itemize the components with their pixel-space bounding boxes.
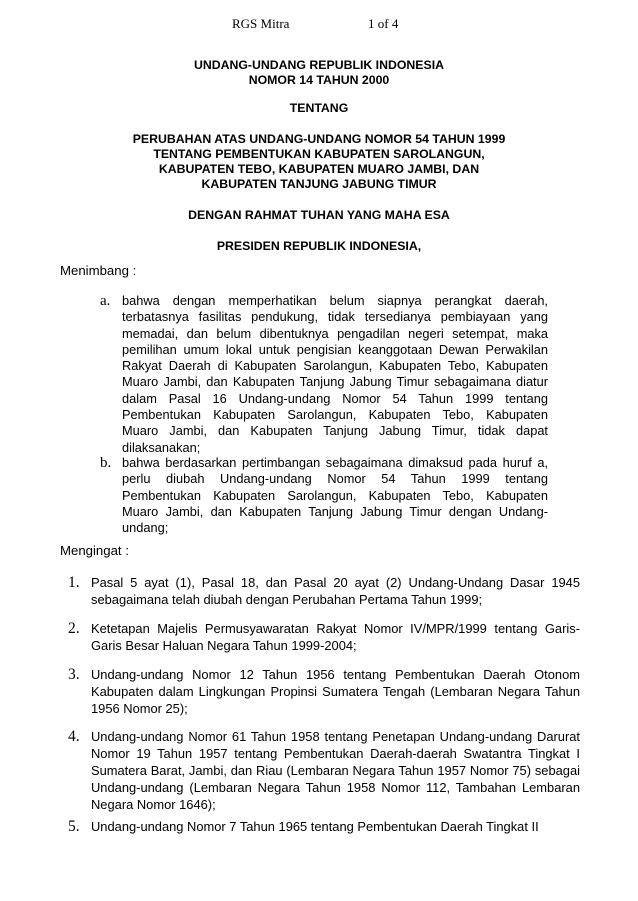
text-line: Pembentukan Kabupaten Sarolangun, Kabupaten Tebo, Kabupaten: [122, 487, 548, 503]
text-line: undang;: [122, 520, 169, 536]
text-line: dilaksanakan;: [122, 439, 201, 455]
item-marker: 2.: [68, 620, 80, 637]
text-line: bahwa berdasarkan pertimbangan sebagaimana dimaksud pada huruf a,: [122, 455, 548, 470]
mengingat-item-2: [68, 620, 580, 654]
text-line: pemilihan umum lokal untuk pengisian keanggotaan Dewan Perwakilan: [122, 341, 548, 357]
mengingat-item-4: [68, 728, 580, 813]
item-marker: a.: [100, 293, 111, 309]
item-marker: 1.: [68, 574, 80, 591]
header-source: RGS Mitra: [232, 16, 290, 31]
menimbang-item-b: [100, 455, 548, 536]
text-line: Undang-undang Nomor 7 Tahun 1965 tentang Pembentukan Daerah Tingkat II: [91, 819, 539, 834]
document-title: [0, 58, 638, 254]
title-law: UNDANG-UNDANG REPUBLIK INDONESIA: [193, 58, 445, 72]
text-line: Sumatera Barat, Jambi, dan Riau (Lembaran Negara Tahun 1957 Nomor 75) sebagai: [91, 763, 580, 778]
text-line: Negara Nomor 1646);: [91, 797, 216, 812]
mengingat-label: Mengingat :: [60, 543, 129, 558]
text-line: Muaro Jambi, dan Kabupaten Tanjung Jabung Timur dengan Undang-: [122, 503, 548, 519]
text-line: memadai, dan belum dibentuknya pengadilan negeri setempat, maka: [122, 325, 548, 341]
item-text: [122, 455, 548, 536]
mengingat-item-5: [68, 818, 580, 835]
title-subject-line: KABUPATEN TANJUNG JABUNG TIMUR: [201, 177, 437, 191]
item-text: [91, 620, 580, 654]
item-marker: 4.: [68, 728, 80, 745]
title-number: NOMOR 14 TAHUN 2000: [248, 73, 390, 87]
mengingat-item-1: [68, 574, 580, 608]
text-line: perlu diubah Undang-undang Nomor 54 Tahun 1999 tentang: [122, 471, 548, 487]
title-subject-line: PERUBAHAN ATAS UNDANG-UNDANG NOMOR 54 TAHUN 1999: [132, 132, 506, 146]
text-line: dalam Pasal 16 Undang-undang Nomor 54 Tahun 1999 tentang: [122, 390, 548, 406]
menimbang-item-a: [100, 293, 548, 456]
text-line: Pembentukan Kabupaten Sarolangun, Kabupaten Tebo, Kabupaten: [122, 407, 548, 423]
item-marker: b.: [100, 455, 112, 471]
text-line: sebagaimana telah diubah dengan Perubahan Pertama Tahun 1999;: [91, 592, 483, 607]
title-about: TENTANG: [289, 101, 349, 115]
text-line: 1956 Nomor 25);: [91, 701, 188, 716]
menimbang-label: Menimbang :: [60, 263, 137, 278]
text-line: Garis Besar Haluan Negara Tahun 1999-2004;: [91, 638, 357, 653]
text-line: Pasal 5 ayat (1), Pasal 18, dan Pasal 20 ayat (2) Undang-Undang Dasar 1945: [91, 575, 580, 590]
item-text: [122, 293, 548, 456]
title-subject-line: TENTANG PEMBENTUKAN KABUPATEN SAROLANGUN,: [153, 147, 485, 161]
text-line: Rakyat Daerah di Kabupaten Sarolangun, Kabupaten Tebo, Kabupaten: [122, 358, 548, 374]
text-line: Kabupaten dalam Lingkungan Propinsi Sumatera Tengah (Lembaran Negara Tahun: [91, 684, 580, 699]
title-blessing: DENGAN RAHMAT TUHAN YANG MAHA ESA: [188, 208, 450, 222]
text-line: Nomor 19 Tahun 1957 tentang Pembentukan Daerah-daerah Swatantra Tingkat I: [91, 746, 580, 761]
item-text: [91, 818, 580, 835]
text-line: Undang-undang (Lembaran Negara Tahun 1958 Nomor 112, Tambahan Lembaran: [91, 780, 580, 795]
text-line: Undang-undang Nomor 12 Tahun 1956 tentang Pembentukan Daerah Otonom: [91, 667, 580, 682]
text-line: terbatasnya fasilitas pendukung, tidak tersedianya pembiayaan yang: [122, 309, 548, 325]
mengingat-item-3: [68, 666, 580, 717]
item-marker: 3.: [68, 666, 80, 683]
text-line: Undang-undang Nomor 61 Tahun 1958 tentang Penetapan Undang-undang Darurat: [91, 729, 580, 744]
header-page-count: 1 of 4: [368, 16, 399, 31]
item-text: [91, 574, 580, 608]
title-subject-line: KABUPATEN TEBO, KABUPATEN MUARO JAMBI, DAN: [158, 162, 480, 176]
text-line: Muaro Jambi, dan Kabupaten Tanjung Jabung Timur, tidak dapat: [122, 423, 548, 439]
title-president: PRESIDEN REPUBLIK INDONESIA,: [216, 239, 422, 253]
item-text: [91, 728, 580, 813]
text-line: bahwa dengan memperhatikan belum siapnya perangkat daerah,: [122, 293, 548, 308]
item-marker: 5.: [68, 818, 80, 835]
text-line: Ketetapan Majelis Permusyawaratan Rakyat Nomor IV/MPR/1999 tentang Garis-: [91, 621, 580, 636]
text-line: Muaro Jambi, dan Kabupaten Tanjung Jabung Timur sebagaimana diatur: [122, 374, 548, 390]
item-text: [91, 666, 580, 717]
